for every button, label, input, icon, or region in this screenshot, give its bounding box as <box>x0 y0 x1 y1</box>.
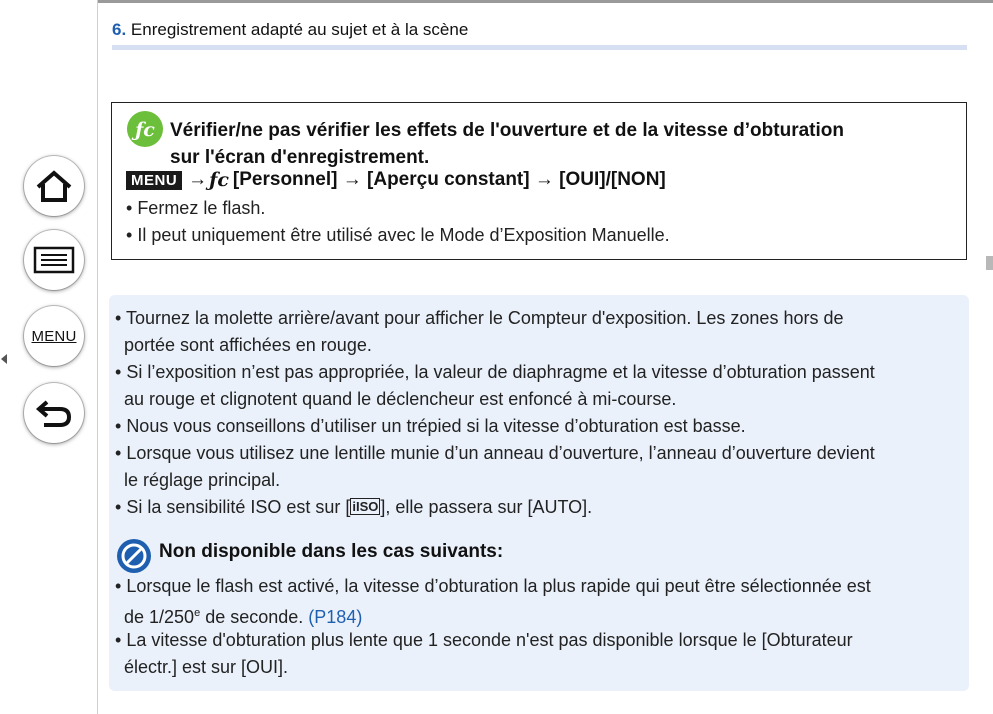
note-text: Si l’exposition n’est pas appropriée, la valeur de diaphragme et la vitesse d’obturation passent <box>126 362 875 382</box>
menu-button[interactable] <box>24 306 84 366</box>
setting-bullet: • Il peut uniquement être utilisé avec le Mode d’Exposition Manuelle. <box>126 225 670 245</box>
sidebar-divider <box>97 0 98 714</box>
note-bullet: • La vitesse d'obturation plus lente que 1 seconde n'est pas disponible lorsque le [Obturateur électr.] est sur [OUI]. <box>115 630 853 677</box>
notes-panel <box>109 295 969 691</box>
note-text: Si la sensibilité ISO est sur [ <box>126 497 351 517</box>
path-arrow: → <box>534 169 554 190</box>
return-icon <box>34 397 74 429</box>
setting-bullet: • Fermez le flash. <box>126 198 266 218</box>
not-available-title: Non disponible dans les cas suivants: <box>159 541 504 562</box>
note-bullet: • Tournez la molette arrière/avant pour afficher le Compteur d'exposition. Les zones hors de portée sont affichées en rouge. <box>115 308 844 355</box>
svg-text:ƒc: ƒc <box>135 119 155 141</box>
path-apercu-constant: [Aperçu constant] <box>367 169 530 190</box>
contents-button[interactable] <box>24 230 84 290</box>
note-text: au rouge et clignotent quand le déclencheur est enfoncé à mi-course. <box>124 389 677 409</box>
menu-badge: MENU <box>126 171 182 190</box>
superscript: e <box>194 607 201 619</box>
note-text: de seconde. <box>200 607 309 627</box>
note-bullet: • Si la sensibilité ISO est sur [ iISO ], elle passera sur [AUTO]. <box>115 497 593 517</box>
custom-menu-symbol-icon: ƒc <box>209 169 229 191</box>
custom-menu-icon <box>126 110 164 148</box>
note-text: Nous vous conseillons d’utiliser un trépied si la vitesse d’obturation est basse. <box>126 416 746 436</box>
menu-button-label: MENU <box>31 327 77 345</box>
note-text: Lorsque vous utilisez une lentille munie d’un anneau d’ouverture, l’anneau d’ouverture devient <box>126 443 875 463</box>
path-options: [OUI]/[NON] <box>559 169 666 190</box>
note-text: Tournez la molette arrière/avant pour afficher le Compteur d'exposition. Les zones hors de <box>125 308 844 328</box>
note-text: Lorsque le flash est activé, la vitesse d’obturation la plus rapide qui peut être sélectionnée est <box>126 576 871 596</box>
note-bullet: • Nous vous conseillons d’utiliser un trépied si la vitesse d’obturation est basse. <box>115 416 746 436</box>
chapter-heading <box>112 20 468 40</box>
path-personnel: [Personnel] <box>232 169 338 190</box>
note-bullet: • Si l’exposition n’est pas appropriée, la valeur de diaphragme et la vitesse d’obturation passent au rouge et clignotent quand le déclencheur est enfoncé à mi-course. <box>115 362 875 409</box>
bullet-text: Fermez le flash. <box>137 198 266 218</box>
setting-title <box>170 117 960 171</box>
note-text: La vitesse d'obturation plus lente que 1 seconde n'est pas disponible lorsque le [Obturateur <box>126 630 853 650</box>
setting-title-line-2: sur l'écran d'enregistrement. <box>170 147 430 168</box>
path-arrow: → <box>188 169 208 190</box>
not-available-icon <box>116 538 152 574</box>
chapter-title: Enregistrement adapté au sujet et à la scène <box>130 20 469 39</box>
intelligent-iso-icon: iISO <box>352 499 379 514</box>
note-text: portée sont affichées en rouge. <box>124 335 372 355</box>
chapter-underline <box>112 45 967 50</box>
home-icon <box>34 168 74 204</box>
list-icon <box>33 246 75 274</box>
scrollbar-thumb[interactable] <box>986 256 993 270</box>
note-text: le réglage principal. <box>124 470 281 490</box>
note-text: de 1/250 <box>124 607 195 627</box>
page-link-p184[interactable]: (P184) <box>308 607 363 627</box>
home-button[interactable] <box>24 156 84 216</box>
menu-path <box>126 169 666 191</box>
previous-page-arrow-icon[interactable] <box>1 354 7 364</box>
path-arrow: → <box>342 169 362 190</box>
note-text: électr.] est sur [OUI]. <box>124 657 289 677</box>
note-text: ], elle passera sur [AUTO]. <box>380 497 593 517</box>
back-button[interactable] <box>24 383 84 443</box>
note-bullet: • Lorsque vous utilisez une lentille munie d’un anneau d’ouverture, l’anneau d’ouverture devient le réglage principal. <box>115 443 875 490</box>
top-rule <box>98 0 993 3</box>
bullet-text: Il peut uniquement être utilisé avec le Mode d’Exposition Manuelle. <box>137 225 670 245</box>
note-bullet: • Lorsque le flash est activé, la vitesse d’obturation la plus rapide qui peut être sélectionnée est de 1/250e de seconde. (P184) <box>115 576 871 627</box>
chapter-number: 6. <box>112 20 127 39</box>
setting-title-line-1: Vérifier/ne pas vérifier les effets de l'ouverture et de la vitesse d’obturation <box>170 120 844 141</box>
setting-box <box>111 102 967 260</box>
